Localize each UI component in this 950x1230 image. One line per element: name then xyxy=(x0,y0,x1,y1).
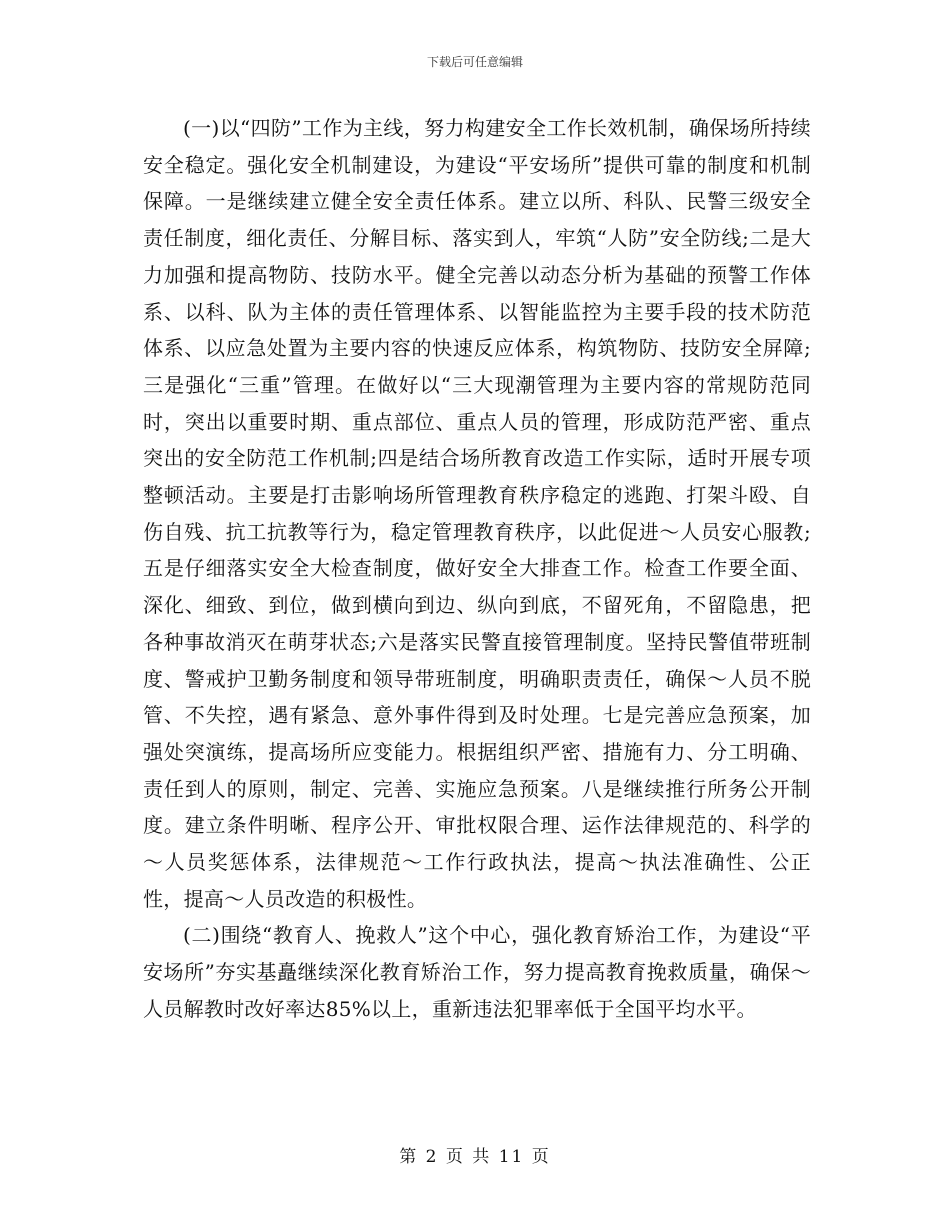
page-number-footer: 第 2 页 共 11 页 xyxy=(399,1147,551,1167)
document-body xyxy=(143,110,811,1028)
paragraph-2: (二)围绕“教育人、挽救人”这个中心，强化教育矫治工作，为建设“平安场所”夯实基矗继续深化教育矫治工作，努力提高教育挽救质量，确保～人员解教时改好率达85%以上，重新违法犯罪率低于全国平均水平。 xyxy=(143,923,811,1021)
paragraph-1: (一)以“四防”工作为主线，努力构建安全工作长效机制，确保场所持续安全稳定。强化安全机制建设，为建设“平安场所”提供可靠的制度和机制保障。一是继续建立健全安全责任体系。建立以所、科队、民警三级安全责任制度，细化责任、分解目标、落实到人，牢筑“人防”安全防线;二是大力加强和提高物防、技防水平。健全完善以动态分析为基础的预警工作体系、以科、队为主体的责任管理体系、以智能监控为主要手段的技术防范体系、以应急处置为主要内容的快速反应体系，构筑物防、技防安全屏障;三是强化“三重”管理。在做好以“三大现潮管理为主要内容的常规防范同时，突出以重要时期、重点部位、重点人员的管理，形成防范严密、重点突出的安全防范工作机制;四是结合场所教育改造工作实际，适时开展专项整顿活动。主要是打击影响场所管理教育秩序稳定的逃跑、打架斗殴、自伤自残、抗工抗教等行为，稳定管理教育秩序，以此促进～人员安心服教;五是仔细落实安全大检查制度，做好安全大排查工作。检查工作要全面、深化、细致、到位，做到横向到边、纵向到底，不留死角，不留隐患，把各种事故消灭在萌芽状态;六是落实民警直接管理制度。坚持民警值带班制度、警戒护卫勤务制度和领导带班制度，明确职责责任，确保～人员不脱管、不失控，遇有紧急、意外事件得到及时处理。七是完善应急预案，加强处突演练，提高场所应变能力。根据组织严密、措施有力、分工明确、责任到人的原则，制定、完善、实施应急预案。八是继续推行所务公开制度。建立条件明晰、程序公开、审批权限合理、运作法律规范的、科学的～人员奖惩体系，法律规范～工作行政执法，提高～执法准确性、公正性，提高～人员改造的积极性。 xyxy=(143,116,811,911)
page-header: 下载后可任意编辑 xyxy=(426,55,523,69)
